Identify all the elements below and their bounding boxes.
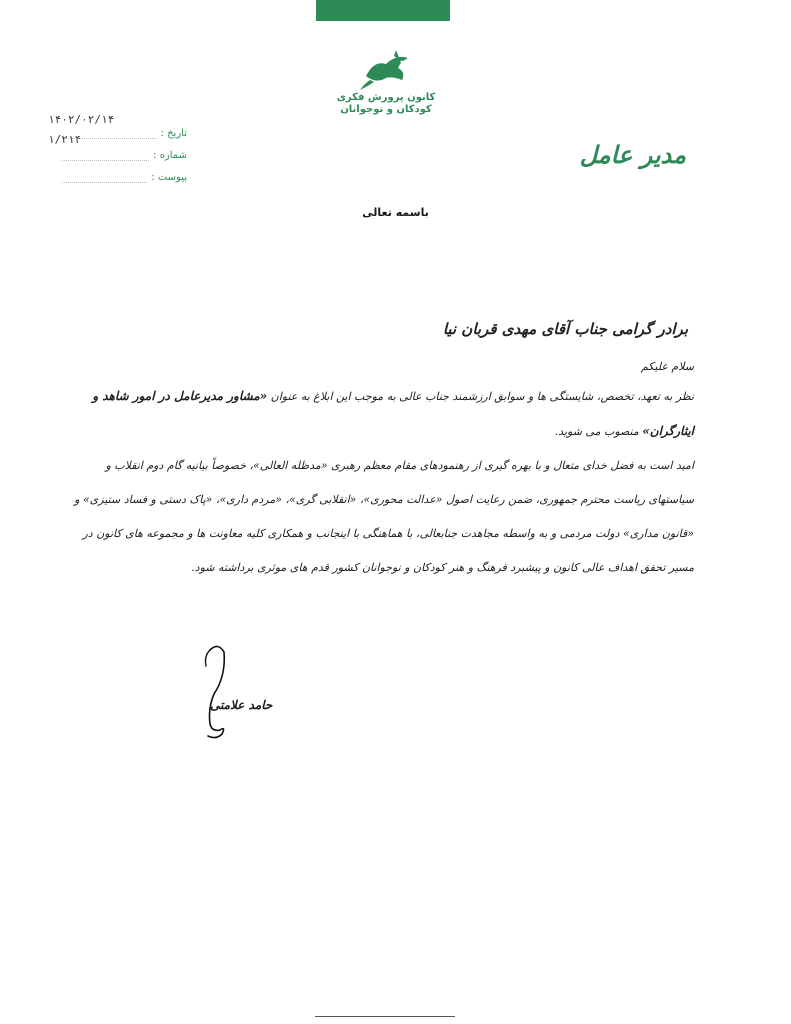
paragraph-expectations: امید است به فضل خدای متعال و با بهره گیری از رهنمودهای مقام معظم رهبری «مدظله العالی»، خصوصاً بیانیه گام دوم انقلاب و سیاستهای ریاست محترم جمهوری، ضمن رعایت اصول «عدالت محوری»، «انقلابی گری»، «مردم داری»، «پاک دستی و فساد ستیزی» و «قانون مداری» دولت مردمی و به واسطه مجاهدت جنابعالی، با هماهنگی با اینجانب و همکاری کلیه معاونت ها و مجموعه های کانون در مسیر تحقق اهداف عالی کانون و پیشبرد فرهنگ و هنر کودکان و نوجوانان کشور قدم های موثری برداشته شود. (74, 459, 694, 574)
date-row (62, 122, 187, 144)
date-value: ۱۴۰۲/۰۲/۱۴ (48, 113, 115, 126)
meta-labels (62, 122, 187, 188)
paragraph-appointment-end: منصوب می شوید. (554, 425, 639, 438)
basmala: باسمه تعالی (362, 206, 429, 219)
paragraph-appointment (74, 379, 694, 449)
number-row (62, 144, 187, 166)
letter-body (74, 320, 694, 585)
date-label: تاریخ : (160, 127, 187, 139)
organization-logo (336, 46, 436, 136)
header-accent-bar (316, 0, 450, 21)
appointment-title: «مشاور مدیرعامل در امور شاهد و ایثارگران» (92, 389, 694, 438)
handwritten-signature (180, 636, 290, 746)
number-label: شماره : (153, 149, 187, 161)
office-title: مدیر عامل (579, 140, 686, 169)
footer-line (315, 1016, 455, 1017)
greeting: سلام علیکم (640, 360, 694, 373)
signatory-name: حامد علامتی (210, 698, 273, 712)
number-value: ۱/۲۱۴ (48, 133, 82, 146)
signature-icon (180, 636, 290, 746)
salutation: برادر گرامی جناب آقای مهدی قربان نیا (442, 320, 688, 338)
paragraph-appointment-start: نظر به تعهد، تخصص، شایستگی ها و سوابق ارزشمند جناب عالی به موجب این ابلاغ به عنوان (270, 390, 694, 403)
logo-text-line2: کودکان و نوجوانان (340, 104, 432, 115)
logo-text-line1: کانون پرورش فکری (336, 92, 436, 103)
attachment-row (62, 166, 187, 188)
attachment-label: پیوست : (151, 171, 187, 183)
bird-logo-icon (356, 46, 416, 92)
